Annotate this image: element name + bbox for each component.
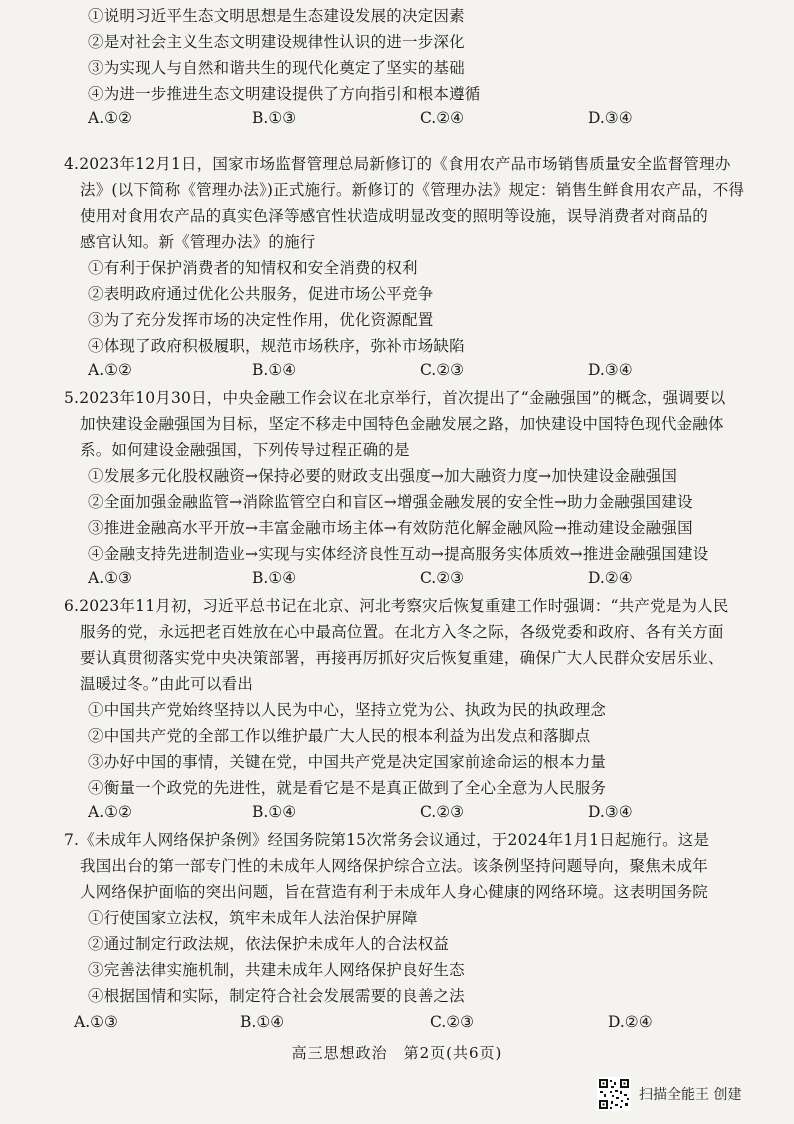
q6-item-4: ④衡量一个政党的先进性，就是看它是不是真正做到了全心全意为人民服务 — [88, 779, 607, 797]
camscanner-watermark — [597, 1076, 741, 1112]
q6-item-2: ②中国共产党的全部工作以维护最广大人民的根本利益为出发点和落脚点 — [88, 727, 591, 745]
q7-option-c: C.②③ — [430, 1013, 475, 1031]
page-footer: 高三思想政治 第2页(共6页) — [291, 1044, 503, 1062]
q3-options — [88, 106, 708, 130]
q5-item-2: ②全面加强金融监管→消除监管空白和盲区→增强金融发展的安全性→助力金融强国建设 — [88, 493, 693, 511]
q5-option-a: A.①③ — [88, 569, 132, 587]
q4-stem-line-2: 法》(以下简称《管理办法》)正式施行。新修订的《管理办法》规定：销售生鲜食用农产品，不得 — [80, 181, 745, 199]
q4-option-b: B.①④ — [252, 361, 297, 379]
q6-option-c: C.②③ — [420, 803, 465, 821]
q4-stem-line-4: 感官认知。新《管理办法》的施行 — [80, 233, 316, 251]
q4-option-a: A.①② — [88, 361, 132, 379]
q6-stem-line-1: 6.2023年11月初，习近平总书记在北京、河北考察灾后恢复重建工作时强调：“共产党是为人民 — [64, 597, 729, 615]
q5-item-4: ④金融支持先进制造业→实现与实体经济良性互动→提高服务实体质效→推进金融强国建设 — [88, 545, 709, 563]
q5-option-c: C.②③ — [420, 569, 465, 587]
q7-item-2: ②通过制定行政法规，依法保护未成年人的合法权益 — [88, 935, 450, 953]
q3-option-b: B.①③ — [252, 109, 297, 127]
q5-item-3: ③推进金融高水平开放→丰富金融市场主体→有效防范化解金融风险→推动建设金融强国 — [88, 519, 693, 537]
q6-stem-line-2: 服务的党，永远把老百姓放在心中最高位置。在北方入冬之际，各级党委和政府、各有关方面 — [80, 623, 724, 641]
q6-option-b: B.①④ — [252, 803, 297, 821]
q5-option-b: B.①④ — [252, 569, 297, 587]
q4-item-4: ④体现了政府积极履职，规范市场秩序，弥补市场缺陷 — [88, 337, 465, 355]
q3-option-a: A.①② — [88, 109, 132, 127]
q7-option-b: B.①④ — [240, 1013, 285, 1031]
q4-option-c: C.②③ — [420, 361, 465, 379]
q3-item-3: ③为实现人与自然和谐共生的现代化奠定了坚实的基础 — [88, 59, 465, 77]
q6-stem-line-4: 温暖过冬。”由此可以看出 — [80, 675, 254, 693]
q5-options — [88, 566, 708, 590]
q6-stem-line-3: 要认真贯彻落实党中央决策部署，再接再厉抓好灾后恢复重建，确保广大人民群众安居乐业、 — [80, 649, 724, 667]
q7-option-a: A.①③ — [74, 1013, 118, 1031]
q5-stem-line-3: 系。如何建设金融强国，下列传导过程正确的是 — [80, 441, 410, 459]
q3-option-d: D.③④ — [588, 109, 633, 127]
q6-option-a: A.①② — [88, 803, 132, 821]
q3-item-1: ①说明习近平生态文明思想是生态建设发展的决定因素 — [88, 7, 465, 25]
q5-item-1: ①发展多元化股权融资→保持必要的财政支出强度→加大融资力度→加快建设金融强国 — [88, 467, 678, 485]
q7-item-4: ④根据国情和实际，制定符合社会发展需要的良善之法 — [88, 987, 465, 1005]
q6-option-d: D.③④ — [588, 803, 633, 821]
q7-stem-line-3: 人网络保护面临的突出问题，旨在营造有利于未成年人身心健康的网络环境。这表明国务院 — [80, 883, 709, 901]
q5-stem-line-1: 5.2023年10月30日，中央金融工作会议在北京举行，首次提出了“金融强国”的概念，强调要以 — [64, 389, 726, 407]
q3-option-c: C.②④ — [420, 109, 465, 127]
q7-option-d: D.②④ — [608, 1013, 653, 1031]
qr-code-icon — [597, 1077, 631, 1111]
q4-stem-line-3: 使用对食用农产品的真实色泽等感官性状造成明显改变的照明等设施，误导消费者对商品的 — [80, 207, 709, 225]
q7-stem-line-2: 我国出台的第一部专门性的未成年人网络保护综合立法。该条例坚持问题导向，聚焦未成年 — [80, 857, 709, 875]
camscanner-label: 扫描全能王 创建 — [639, 1087, 742, 1103]
q5-stem-line-2: 加快建设金融强国为目标，坚定不移走中国特色金融发展之路，加快建设中国特色现代金融体 — [80, 415, 724, 433]
q4-item-1: ①有利于保护消费者的知情权和安全消费的权利 — [88, 259, 418, 277]
q6-options — [88, 800, 708, 824]
q5-option-d: D.②④ — [588, 569, 633, 587]
q3-item-2: ②是对社会主义生态文明建设规律性认识的进一步深化 — [88, 33, 465, 51]
q4-stem-line-1: 4.2023年12月1日，国家市场监督管理总局新修订的《食用农产品市场销售质量安全监督管理办 — [64, 155, 731, 173]
q7-item-1: ①行使国家立法权，筑牢未成年人法治保护屏障 — [88, 909, 418, 927]
q7-item-3: ③完善法律实施机制，共建未成年人网络保护良好生态 — [88, 961, 465, 979]
q7-options — [74, 1010, 694, 1034]
q4-option-d: D.③④ — [588, 361, 633, 379]
q6-item-1: ①中国共产党始终坚持以人民为中心，坚持立党为公、执政为民的执政理念 — [88, 701, 607, 719]
q4-item-3: ③为了充分发挥市场的决定性作用，优化资源配置 — [88, 311, 434, 329]
q6-item-3: ③办好中国的事情，关键在党，中国共产党是决定国家前途命运的根本力量 — [88, 753, 607, 771]
q7-stem-line-1: 7.《未成年人网络保护条例》经国务院第15次常务会议通过，于2024年1月1日起施行。这是 — [64, 831, 710, 849]
q3-item-4: ④为进一步推进生态文明建设提供了方向指引和根本遵循 — [88, 85, 481, 103]
q4-item-2: ②表明政府通过优化公共服务，促进市场公平竞争 — [88, 285, 434, 303]
q4-options — [88, 358, 708, 382]
